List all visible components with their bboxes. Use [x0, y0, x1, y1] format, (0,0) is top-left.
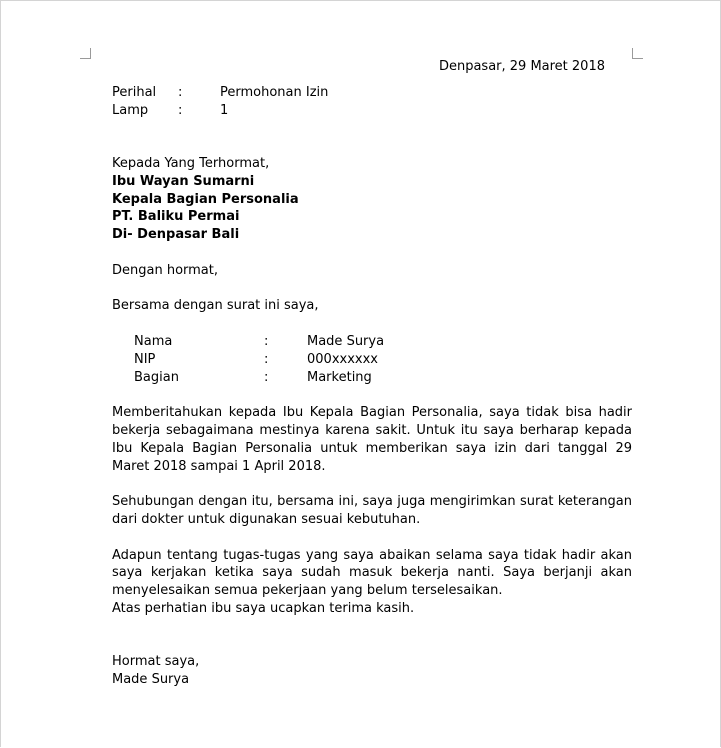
closing: Hormat saya,: [112, 654, 200, 670]
identity-value: Marketing: [307, 369, 372, 385]
identity-block: [134, 333, 632, 386]
body-paragraph-4: Atas perhatian ibu saya ucapkan terima kasih.: [112, 600, 415, 616]
identity-value: 000xxxxxx: [307, 351, 378, 367]
reference-label: Lamp: [112, 102, 149, 118]
letter-body: [112, 58, 632, 689]
recipient-company: PT. Baliku Permai: [112, 209, 240, 225]
reference-row-attachment: [112, 102, 632, 120]
intro-line: Bersama dengan surat ini saya,: [112, 298, 319, 314]
identity-row-name: [134, 333, 632, 351]
identity-label: Nama: [134, 333, 173, 349]
signer-name: Made Surya: [112, 672, 190, 688]
recipient-position: Kepala Bagian Personalia: [112, 191, 299, 207]
reference-colon: :: [178, 84, 183, 100]
identity-colon: :: [264, 333, 269, 349]
identity-row-nip: [134, 351, 632, 369]
reference-value: 1: [220, 102, 229, 118]
recipient-name: Ibu Wayan Sumarni: [112, 173, 255, 189]
margin-mark-top-left: [80, 48, 91, 59]
reference-row-subject: [112, 84, 632, 102]
body-paragraph-3: Adapun tentang tugas-tugas yang saya abaikan selama saya tidak hadir akan saya kerjakan ketika saya sudah masuk bekerja nanti. Saya berjanji akan menyelesaikan semua pekerjaan yang belum terselesaikan.: [112, 547, 632, 599]
identity-row-department: [134, 369, 632, 387]
body-paragraph-1: Memberitahukan kepada Ibu Kepala Bagian Personalia, saya tidak bisa hadir bekerja sebagaimana mestinya karena sakit. Untuk itu saya berharap kepada Ibu Kepala Bagian Personalia untuk memberikan saya izin dari tanggal 29 Maret 2018 sampai 1 April 2018.: [112, 405, 632, 474]
letter-date: Denpasar, 29 Maret 2018: [438, 59, 605, 74]
greeting: Dengan hormat,: [112, 262, 219, 278]
recipient-place: Di- Denpasar Bali: [112, 227, 240, 243]
identity-label: NIP: [134, 351, 156, 367]
salutation-to: Kepada Yang Terhormat,: [112, 155, 270, 171]
reference-label: Perihal: [112, 84, 157, 100]
body-paragraph-2: Sehubungan dengan itu, bersama ini, saya juga mengirimkan surat keterangan dari dokter untuk digunakan sesuai kebutuhan.: [112, 494, 632, 527]
margin-mark-top-right: [632, 48, 643, 59]
identity-colon: :: [264, 351, 269, 367]
reference-value: Permohonan Izin: [220, 84, 329, 100]
identity-label: Bagian: [134, 369, 179, 385]
reference-block: [112, 84, 632, 120]
identity-value: Made Surya: [307, 333, 385, 349]
reference-colon: :: [178, 102, 183, 118]
identity-colon: :: [264, 369, 269, 385]
